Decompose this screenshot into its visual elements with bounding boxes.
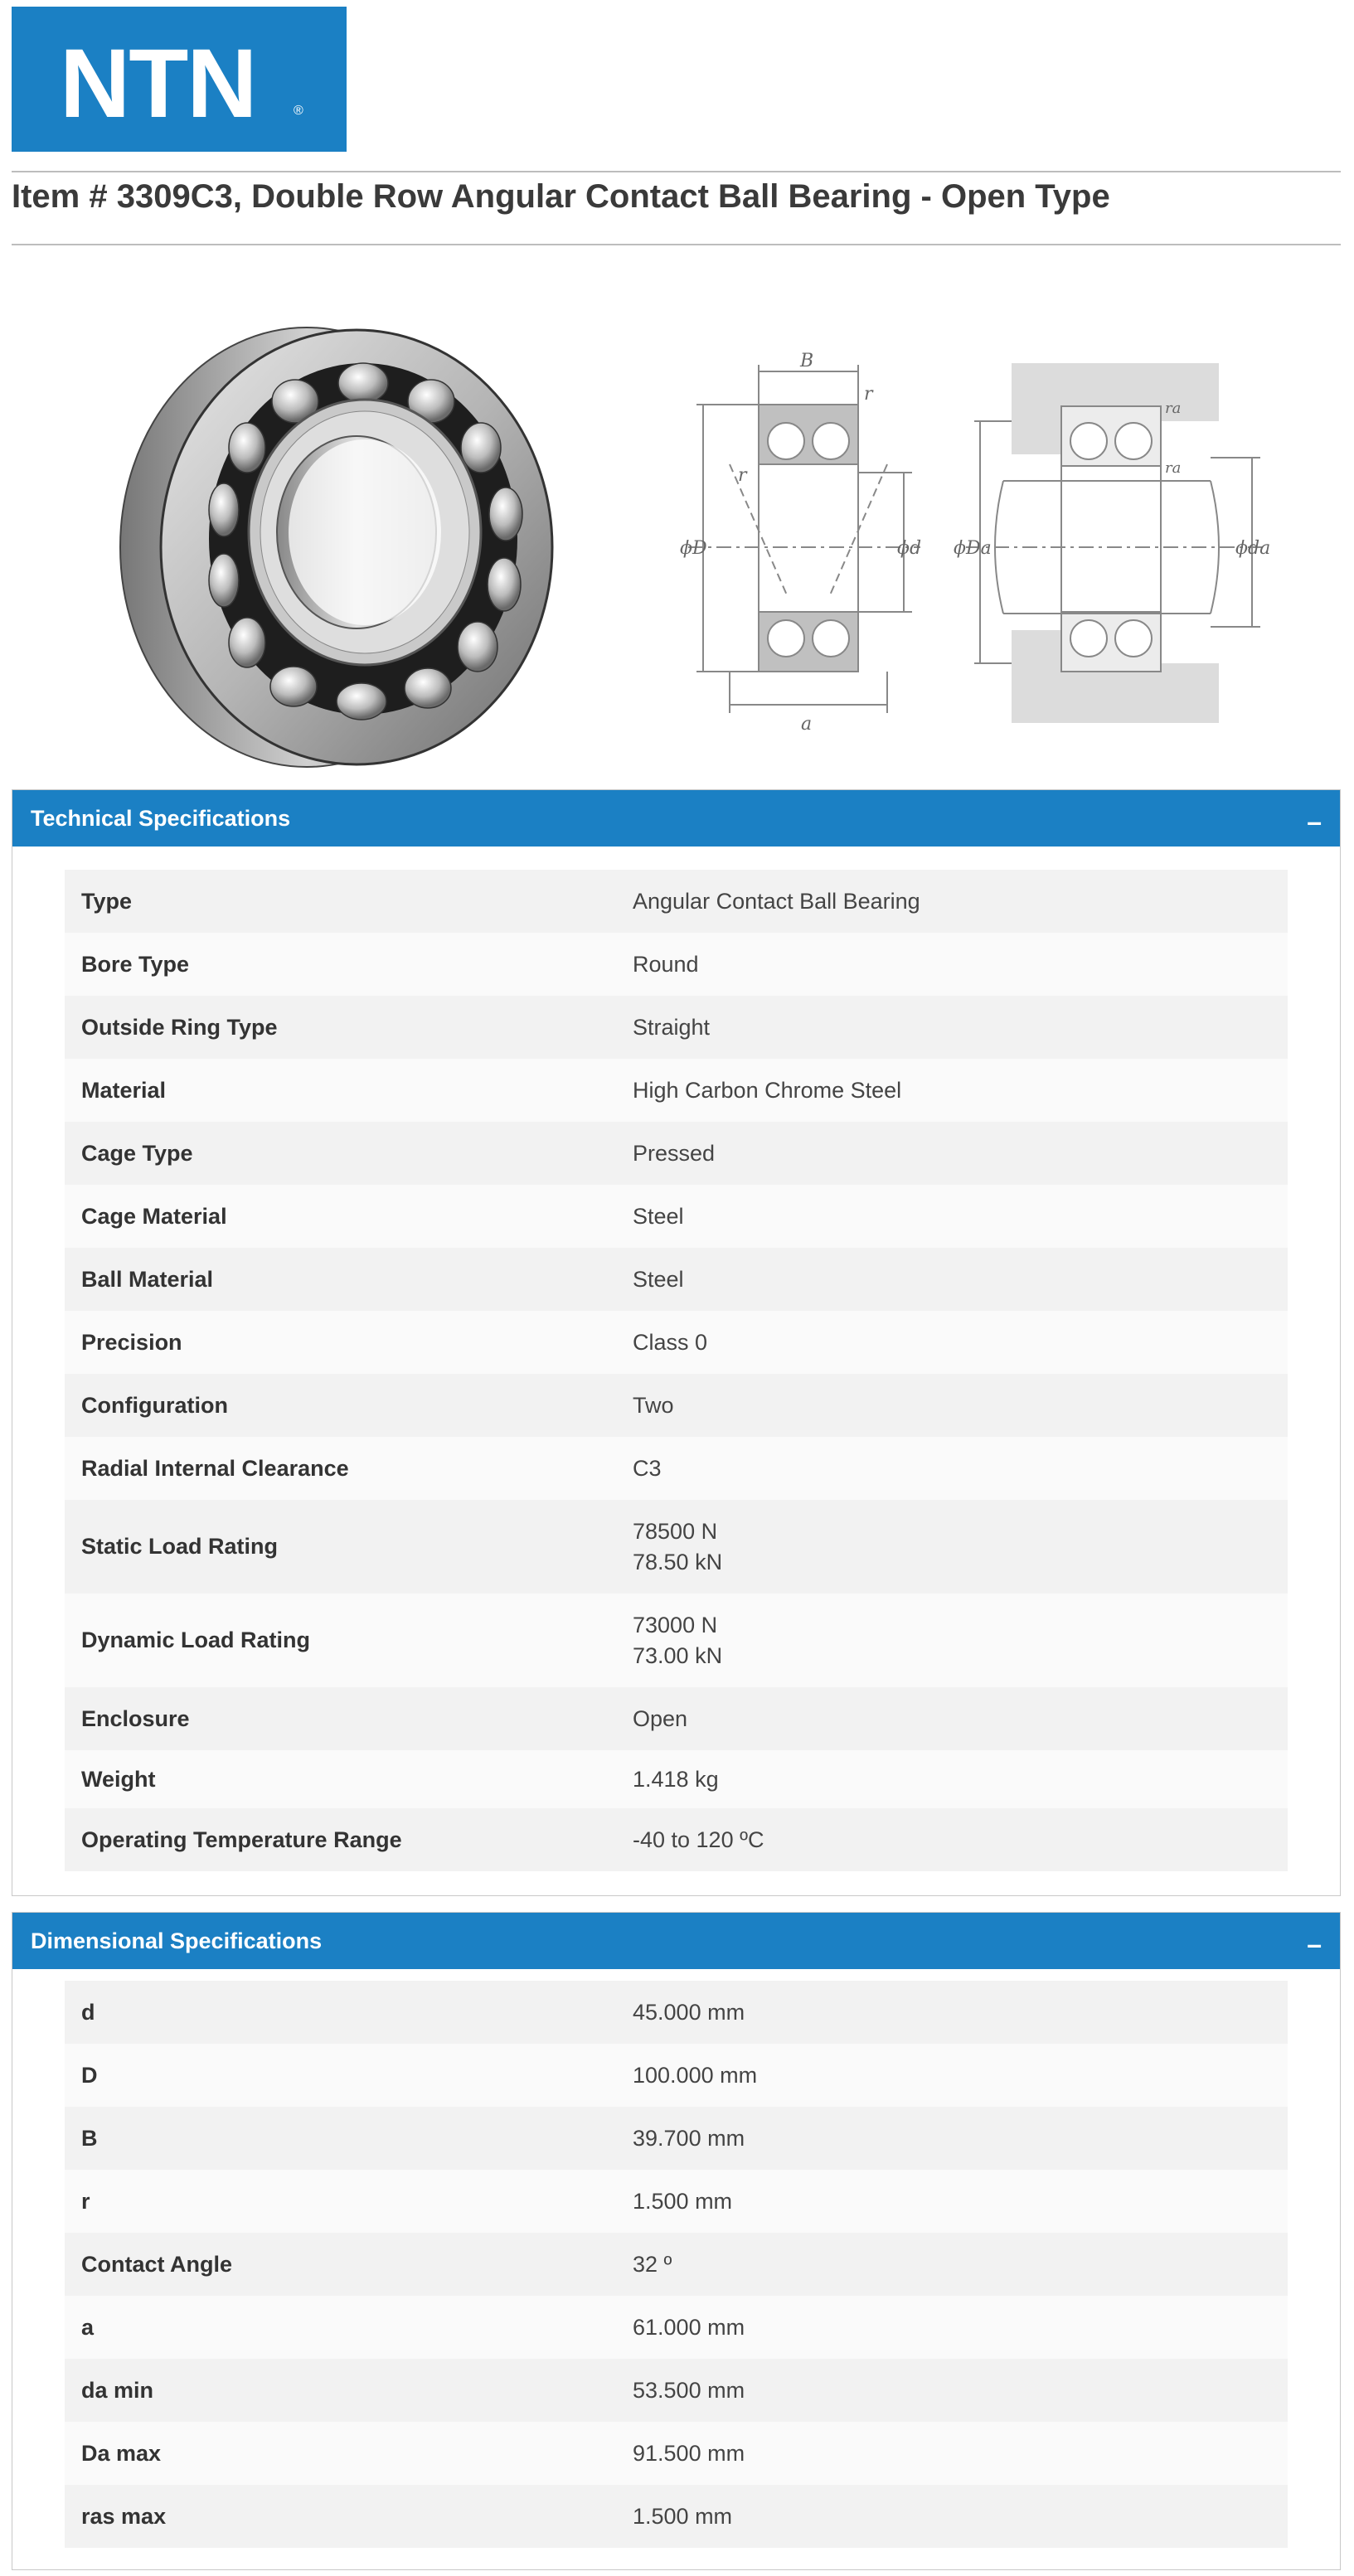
logo-text: NTN xyxy=(60,29,256,138)
spec-row xyxy=(65,2296,1288,2359)
spec-row xyxy=(65,1981,1288,2044)
spec-row xyxy=(65,2422,1288,2485)
spec-value-line: Straight xyxy=(633,1014,711,1040)
spec-key: d xyxy=(65,1981,616,2044)
spec-value-line: 1.500 mm xyxy=(633,2188,733,2214)
dimensional-specifications-header[interactable] xyxy=(12,1913,1340,1969)
technical-specifications-table xyxy=(65,870,1288,1871)
spec-value-line: 53.500 mm xyxy=(633,2377,745,2403)
dimensional-specifications-panel xyxy=(12,1912,1341,2570)
spec-value xyxy=(616,1750,1288,1808)
spec-value-line: 1.500 mm xyxy=(633,2503,733,2529)
spec-value xyxy=(616,1594,1288,1687)
spec-key: a xyxy=(65,2296,616,2359)
spec-value-line: 45.000 mm xyxy=(633,1999,745,2025)
spec-value xyxy=(616,1437,1288,1500)
collapse-technical-icon[interactable]: – xyxy=(1307,807,1322,837)
spec-value xyxy=(616,1185,1288,1248)
label-phi-Da: ϕDa xyxy=(954,538,992,559)
spec-key: Contact Angle xyxy=(65,2233,616,2296)
spec-row xyxy=(65,1750,1288,1808)
spec-value xyxy=(616,2107,1288,2170)
spec-row xyxy=(65,2359,1288,2422)
spec-value xyxy=(616,1311,1288,1374)
spec-key: Dynamic Load Rating xyxy=(65,1594,616,1687)
technical-specifications-title: Technical Specifications xyxy=(31,805,291,831)
spec-value-line: Two xyxy=(633,1392,674,1418)
label-phi-d: ϕd xyxy=(897,538,922,559)
spec-value-line: 100.000 mm xyxy=(633,2062,758,2088)
spec-row xyxy=(65,1059,1288,1122)
spec-value xyxy=(616,1981,1288,2044)
spec-value xyxy=(616,2296,1288,2359)
spec-value xyxy=(616,1059,1288,1122)
spec-value-line: Round xyxy=(633,951,699,977)
spec-key: Material xyxy=(65,1059,616,1122)
spec-key: Da max xyxy=(65,2422,616,2485)
spec-value-line: High Carbon Chrome Steel xyxy=(633,1077,902,1103)
spec-key: Type xyxy=(65,870,616,933)
label-ra-inner: ra xyxy=(1165,459,1182,477)
spec-value xyxy=(616,2485,1288,2548)
page-title: Item # 3309C3, Double Row Angular Contact Ball Bearing - Open Type xyxy=(12,178,1110,215)
spec-row xyxy=(65,2233,1288,2296)
spec-key: Precision xyxy=(65,1311,616,1374)
spec-value xyxy=(616,1687,1288,1750)
spec-value-line-2: 73.00 kN xyxy=(633,1642,723,1668)
spec-value xyxy=(616,870,1288,933)
spec-key: Cage Material xyxy=(65,1185,616,1248)
spec-row xyxy=(65,1500,1288,1594)
spec-key: ras max xyxy=(65,2485,616,2548)
spec-key: Bore Type xyxy=(65,933,616,996)
spec-value xyxy=(616,1500,1288,1594)
spec-value-line: 91.500 mm xyxy=(633,2440,745,2466)
spec-key: Weight xyxy=(65,1750,616,1808)
spec-value-line: C3 xyxy=(633,1455,662,1481)
spec-value xyxy=(616,933,1288,996)
spec-row xyxy=(65,1594,1288,1687)
spec-row xyxy=(65,1311,1288,1374)
spec-row xyxy=(65,1248,1288,1311)
spec-value-line-2: 78.50 kN xyxy=(633,1549,723,1574)
dimensional-specifications-table xyxy=(65,1981,1288,2548)
bearing-photo xyxy=(116,315,580,779)
spec-value-line: Open xyxy=(633,1705,688,1731)
spec-value xyxy=(616,2233,1288,2296)
spec-row xyxy=(65,1374,1288,1437)
ntn-logo xyxy=(12,7,347,152)
spec-value xyxy=(616,1122,1288,1185)
spec-key: Enclosure xyxy=(65,1687,616,1750)
spec-value-line: 73000 N xyxy=(633,1612,718,1637)
spec-value xyxy=(616,996,1288,1059)
spec-row xyxy=(65,870,1288,933)
spec-value xyxy=(616,2359,1288,2422)
spec-value xyxy=(616,2170,1288,2233)
spec-value xyxy=(616,2422,1288,2485)
spec-key: Static Load Rating xyxy=(65,1500,616,1594)
dimensional-specifications-title: Dimensional Specifications xyxy=(31,1928,323,1953)
spec-value-line: 78500 N xyxy=(633,1518,718,1544)
spec-value-line: 61.000 mm xyxy=(633,2314,745,2340)
spec-row xyxy=(65,1808,1288,1871)
spec-row xyxy=(65,933,1288,996)
spec-row xyxy=(65,2485,1288,2548)
spec-value-line: Steel xyxy=(633,1203,684,1229)
spec-value-line: 32 º xyxy=(633,2251,672,2277)
spec-key: Cage Type xyxy=(65,1122,616,1185)
spec-key: Configuration xyxy=(65,1374,616,1437)
spec-value-line: Pressed xyxy=(633,1140,716,1166)
title-rule-bottom xyxy=(12,244,1341,245)
label-B: B xyxy=(800,351,814,371)
spec-row xyxy=(65,2170,1288,2233)
title-rule-top xyxy=(12,171,1341,172)
spec-key: Ball Material xyxy=(65,1248,616,1311)
label-r-side: r xyxy=(738,465,747,486)
spec-value-line: Steel xyxy=(633,1266,684,1292)
spec-value xyxy=(616,2044,1288,2107)
spec-row xyxy=(65,1437,1288,1500)
spec-key: r xyxy=(65,2170,616,2233)
spec-row xyxy=(65,2107,1288,2170)
label-a: a xyxy=(801,714,813,735)
spec-row xyxy=(65,1122,1288,1185)
spec-key: da min xyxy=(65,2359,616,2422)
dimension-drawing xyxy=(680,348,1277,738)
spec-value-line: Class 0 xyxy=(633,1329,708,1355)
registered-mark: ® xyxy=(294,104,303,118)
label-r-top: r xyxy=(864,384,873,405)
spec-value-line: -40 to 120 ºC xyxy=(633,1826,764,1852)
spec-row xyxy=(65,1185,1288,1248)
spec-value xyxy=(616,1808,1288,1871)
spec-value-line: 39.700 mm xyxy=(633,2125,745,2151)
spec-value-line: Angular Contact Ball Bearing xyxy=(633,888,920,914)
spec-key: B xyxy=(65,2107,616,2170)
spec-key: Outside Ring Type xyxy=(65,996,616,1059)
spec-key: Radial Internal Clearance xyxy=(65,1437,616,1500)
spec-value xyxy=(616,1374,1288,1437)
label-phi-da: ϕda xyxy=(1235,538,1271,559)
spec-value-line: 1.418 kg xyxy=(633,1766,719,1792)
technical-specifications-header[interactable] xyxy=(12,790,1340,847)
spec-value xyxy=(616,1248,1288,1311)
spec-row xyxy=(65,996,1288,1059)
spec-row xyxy=(65,1687,1288,1750)
collapse-dimensional-icon[interactable]: – xyxy=(1307,1929,1322,1959)
spec-key: D xyxy=(65,2044,616,2107)
technical-specifications-panel xyxy=(12,789,1341,1896)
spec-key: Operating Temperature Range xyxy=(65,1808,616,1871)
label-phi-D: ϕD xyxy=(680,538,707,559)
spec-row xyxy=(65,2044,1288,2107)
label-ra-top: ra xyxy=(1165,400,1182,417)
